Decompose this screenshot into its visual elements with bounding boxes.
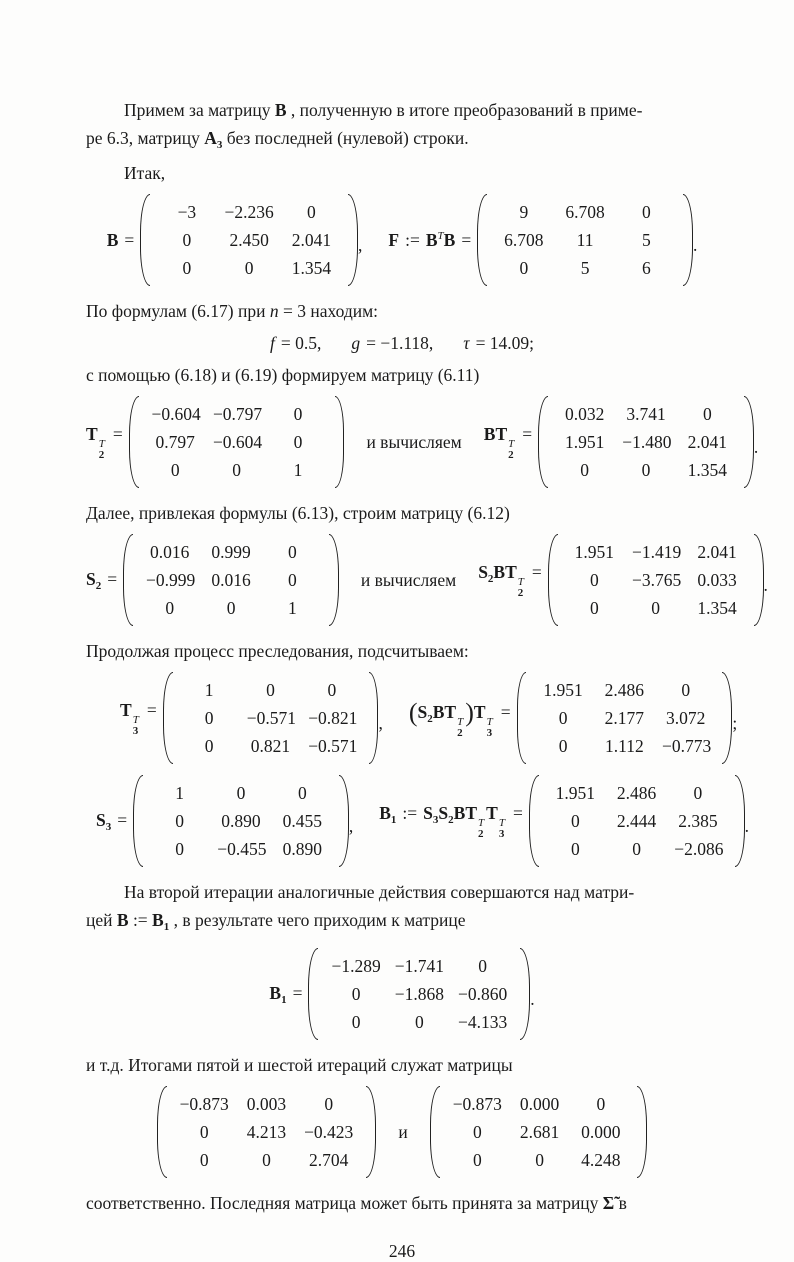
matrix-symbol: F (388, 229, 400, 250)
matrix-cell: −0.571 (246, 708, 297, 728)
text-fragment: цей (86, 910, 117, 930)
sup-sub-T3 (487, 717, 493, 739)
page-number: 246 (388, 1241, 416, 1261)
value-g (351, 333, 433, 353)
matrix-B1 (529, 775, 745, 867)
matrix-cell: −0.797 (212, 404, 263, 424)
matrix-cell: 1 (175, 783, 185, 803)
matrix-cell: 0.890 (221, 811, 261, 831)
matrix-cell: 0 (351, 984, 361, 1004)
matrix-cell: 1.354 (291, 258, 332, 278)
matrix-symbol: S (417, 701, 428, 722)
matrix-cell: 2.486 (616, 783, 657, 803)
matrix-cell: 0 (324, 1094, 334, 1114)
matrix-cell: 0 (702, 404, 712, 424)
equals-sign: = (512, 802, 523, 823)
big-right-paren: ) (465, 697, 474, 727)
matrix-cell: 4.213 (246, 1122, 287, 1142)
matrix-cell: 0.033 (697, 570, 737, 590)
transpose-sup: T (486, 715, 493, 728)
sup-sub-T2 (518, 577, 524, 599)
matrix-cell: 1.112 (604, 736, 644, 756)
matrix-cell: 0 (293, 404, 303, 424)
matrix-T3T (163, 672, 379, 764)
matrix-symbol: T (495, 423, 508, 444)
matrix-cell: −0.455 (217, 839, 267, 859)
matrix-cell: 1.951 (574, 542, 615, 562)
matrix-cell: 0 (693, 783, 703, 803)
equals-sign: = (531, 561, 542, 582)
matrix-cell: 2.041 (697, 542, 737, 562)
sup-sub-T3 (133, 715, 139, 737)
matrix-cell: 0 (175, 811, 185, 831)
matrix-cell: 1.951 (543, 680, 583, 700)
matrix-symbol-A3: A (204, 128, 217, 148)
matrix-cell: 2.681 (519, 1122, 560, 1142)
matrix-B (140, 194, 358, 286)
value-tau (463, 333, 534, 353)
subscript: 1 (281, 993, 287, 1006)
label-B-equals (107, 230, 141, 251)
comma: , (348, 815, 354, 836)
transpose-sup: T (498, 816, 505, 829)
left-paren (548, 534, 558, 626)
subscript: 3 (132, 724, 139, 737)
matrix-cell: 0 (478, 956, 487, 976)
matrix-symbol: B (379, 802, 391, 823)
matrix-cell: 5 (641, 230, 651, 250)
matrix-symbol-B: B (274, 100, 287, 120)
matrix-cell: −0.423 (304, 1122, 354, 1142)
subscript: 1 (163, 921, 170, 933)
right-paren (348, 194, 358, 286)
transpose-sup: T (478, 816, 485, 829)
matrix-symbol: T (465, 802, 477, 823)
left-paren (538, 396, 548, 488)
matrix-symbol: T (120, 699, 132, 720)
matrix-cell: 0 (589, 598, 599, 618)
matrix-cell: 2.450 (229, 230, 269, 250)
subscript: 3 (105, 820, 112, 833)
right-paren (520, 948, 530, 1040)
matrix-symbol: T (486, 802, 498, 823)
left-paren (517, 672, 527, 764)
line-final (86, 1189, 718, 1217)
right-paren (335, 396, 345, 488)
paragraph-intro-line2 (86, 124, 718, 159)
label-S2 (86, 569, 123, 592)
matrix-cell: 3.072 (666, 708, 706, 728)
matrix-cell: 0 (244, 258, 254, 278)
matrix-cell: 0 (262, 1150, 271, 1170)
right-paren (722, 672, 732, 764)
line-f-g-tau (86, 329, 718, 357)
text-fragment: ре 6.3, матрицу (86, 128, 205, 148)
left-paren (430, 1086, 440, 1178)
matrix-cell: 2.704 (309, 1150, 349, 1170)
label-B1-definition (379, 803, 529, 840)
matrix-cell: 0 (414, 1012, 424, 1032)
matrix-BT2T (538, 396, 754, 488)
matrix-symbol: T (444, 701, 457, 722)
matrix-cell: 1.354 (687, 460, 728, 480)
value: = 0.5, (280, 333, 322, 353)
equals-sign: = (107, 568, 118, 589)
matrix-cell: −1.868 (394, 984, 444, 1004)
matrix-cell: −0.571 (308, 736, 358, 756)
assign-sign: := (128, 910, 153, 930)
matrix-T2T (129, 396, 345, 488)
subscript: 2 (95, 579, 102, 592)
matrix-cell: 0 (182, 230, 192, 250)
matrix-cell: −1.289 (331, 956, 381, 976)
text-fragment: По формулам (6.17) при (86, 301, 270, 321)
text-fragment: , полученную в итоге преобразований в приме- (286, 100, 643, 120)
matrix-cell: −0.999 (146, 570, 196, 590)
matrix-symbol: T (473, 701, 486, 722)
matrix-cell: −0.873 (452, 1094, 502, 1114)
matrix-cell: −0.860 (457, 984, 508, 1004)
sup-sub-T2 (457, 717, 463, 739)
subscript: 3 (486, 726, 493, 739)
text-fragment: , в результате чего приходим к матрице (169, 910, 466, 930)
matrix-cell: 0 (651, 598, 661, 618)
text-fragment: без последней (нулевой) строки. (222, 128, 469, 148)
matrix-cell: 0 (226, 598, 236, 618)
matrix-cell: 2.444 (616, 811, 657, 831)
equals-sign: = (124, 229, 135, 250)
label-F-definition (388, 230, 477, 251)
matrix-cell: 0 (287, 570, 297, 590)
sup-sub-T3 (499, 818, 505, 840)
right-paren (735, 775, 745, 867)
matrix-cell: 6.708 (565, 202, 605, 222)
equation-B1-iter2 (86, 948, 718, 1040)
matrix-symbol: B (443, 229, 456, 250)
subscript: 2 (478, 827, 484, 840)
subscript: 2 (457, 726, 463, 739)
matrix-cell: 11 (576, 230, 594, 250)
comma: , (378, 712, 383, 733)
matrix-cell: 0 (570, 811, 580, 831)
matrix-cell: 0 (165, 598, 175, 618)
equals-sign: = (461, 229, 472, 250)
matrix-B1-iter2 (308, 948, 530, 1040)
value: = −1.118, (366, 333, 434, 353)
subscript: 1 (390, 813, 397, 826)
matrix-cell: 0 (472, 1122, 482, 1142)
transpose-sup: T (457, 715, 464, 728)
matrix-cell: 0 (297, 783, 307, 803)
matrix-cell: 4.248 (581, 1150, 621, 1170)
period: . (530, 988, 535, 1009)
matrix-cell: 0.016 (211, 570, 251, 590)
matrix-cell: 0.797 (155, 432, 195, 452)
sup-sub-T2 (99, 439, 105, 461)
period: . (744, 815, 749, 836)
equals-sign: = (112, 423, 123, 444)
matrix-cell: 0 (589, 570, 599, 590)
assign-sign: := (402, 802, 418, 823)
equals-sign: = (500, 701, 511, 722)
subscript: 2 (487, 572, 494, 585)
matrix-cell: 0.821 (250, 736, 291, 756)
matrix-cell: 0 (519, 258, 529, 278)
matrix-cell: 1.951 (564, 432, 605, 452)
matrix-cell: 2.041 (687, 432, 728, 452)
left-paren (157, 1086, 167, 1178)
label-BT2T (484, 424, 538, 461)
equals-sign: = (146, 699, 157, 720)
right-paren (329, 534, 339, 626)
matrix-cell: 0 (596, 1094, 606, 1114)
subscript: 3 (498, 827, 505, 840)
matrix-symbol: B (425, 229, 438, 250)
big-left-paren: ( (408, 697, 418, 727)
right-paren (366, 1086, 376, 1178)
line-dalee: Далее, привлекая формулы (6.13), строим матрицу (6.12) (86, 503, 510, 523)
matrix-cell: 0 (170, 460, 180, 480)
matrix-cell: 0 (641, 460, 651, 480)
paragraph-intro-line1 (86, 96, 718, 124)
equation-B-and-F (86, 194, 718, 286)
var-f: f (269, 333, 275, 353)
matrix-cell: 5 (580, 258, 590, 278)
value-f (270, 333, 321, 353)
label-B1 (269, 983, 308, 1006)
matrix-cell: 0 (681, 680, 691, 700)
matrix-cell: −2.086 (674, 839, 724, 859)
transpose-sup: T (517, 575, 524, 588)
matrix-cell: 0.455 (282, 811, 322, 831)
matrix-cell: 0 (293, 432, 303, 452)
sup-sub-T2 (508, 439, 514, 461)
matrix-cell: 0 (535, 1150, 544, 1170)
matrix-ST3 (517, 672, 733, 764)
matrix-cell: 0 (632, 839, 641, 859)
equation-iterations-5-6 (86, 1086, 718, 1178)
matrix-cell: 0 (204, 736, 214, 756)
equation-S2-S2BT2 (86, 534, 768, 626)
matrix-cell: 0.016 (150, 542, 190, 562)
semicolon: ; (732, 712, 738, 733)
value: = 14.09; (475, 333, 535, 353)
matrix-S2BT2T (548, 534, 764, 626)
subscript: 2 (508, 448, 514, 461)
matrix-symbol: T (86, 423, 98, 444)
matrix-symbol: B (152, 910, 164, 930)
transpose-sup: T (98, 437, 105, 450)
matrix-iteration5 (157, 1086, 377, 1178)
matrix-cell: 0 (351, 1012, 361, 1032)
left-paren (129, 396, 139, 488)
matrix-cell: 0 (236, 783, 246, 803)
matrix-cell: 0 (199, 1122, 209, 1142)
matrix-cell: 0 (307, 202, 316, 222)
matrix-cell: 6.708 (504, 230, 544, 250)
matrix-cell: 0.000 (519, 1094, 560, 1114)
equals-sign: = (292, 982, 303, 1003)
line-itd: и т.д. Итогами пятой и шестой итераций служат матрицы (86, 1055, 513, 1075)
matrix-symbol: B (483, 423, 496, 444)
label-S3 (96, 810, 133, 833)
right-paren (339, 775, 349, 867)
matrix-cell: 1 (204, 680, 214, 700)
matrix-symbol: B (269, 982, 282, 1003)
line-prodolzhaya: Продолжая процесс преследования, подсчитываем: (86, 641, 469, 661)
left-paren (140, 194, 150, 286)
matrix-cell: −0.604 (212, 432, 263, 452)
matrix-cell: −0.604 (151, 404, 201, 424)
matrix-symbol: B (116, 910, 129, 930)
equals-sign: = (522, 423, 533, 444)
matrix-symbol: S (96, 809, 106, 830)
matrix-cell: −3 (177, 202, 197, 222)
matrix-cell: 3.741 (626, 404, 666, 424)
paragraph-iter2-line1: На второй итерации аналогичные действия совершаются над матри- (124, 882, 635, 902)
right-paren (754, 534, 764, 626)
matrix-cell: 0 (327, 680, 337, 700)
left-paren (133, 775, 143, 867)
right-paren (369, 672, 379, 764)
text-fragment: соответственно. Последняя матрица может быть принята за матрицу (86, 1193, 603, 1213)
matrix-cell: 1.951 (555, 783, 596, 803)
text-fragment: Примем за матрицу (124, 100, 275, 120)
line-formulas (86, 297, 718, 325)
matrix-S3 (133, 775, 349, 867)
right-paren (683, 194, 693, 286)
matrix-symbol: S (423, 802, 433, 823)
transpose-sup: T (132, 713, 139, 726)
left-paren (529, 775, 539, 867)
matrix-symbol: S (86, 568, 96, 589)
matrix-cell: 2.486 (604, 680, 645, 700)
matrix-cell: 0 (204, 708, 214, 728)
matrix-cell: 1.354 (697, 598, 737, 618)
matrix-cell: 1 (287, 598, 297, 618)
left-paren (477, 194, 487, 286)
matrix-symbol: S (438, 802, 449, 823)
var-n: n (269, 301, 279, 321)
transpose-sup: T (437, 229, 444, 242)
var-g: g (351, 333, 361, 353)
label-S2BT2T-T3T (409, 698, 517, 739)
sup-sub-T2 (478, 818, 484, 840)
transpose-sup: T (508, 437, 515, 450)
matrix-symbol: B (493, 561, 506, 582)
matrix-cell: −3.765 (631, 570, 682, 590)
period: . (763, 574, 768, 595)
left-paren (163, 672, 173, 764)
matrix-cell: −4.133 (457, 1012, 508, 1032)
subscript: 2 (448, 813, 454, 826)
matrix-cell: 0 (641, 202, 651, 222)
paragraph-iter2-line2 (86, 906, 718, 941)
line-build-matrix: с помощью (6.18) и (6.19) формируем матрицу (6.11) (86, 365, 480, 385)
equation-T3 (120, 672, 738, 764)
text-and: и (398, 1121, 408, 1142)
equation-T2-BT2 (86, 396, 759, 488)
assign-sign: := (405, 229, 420, 250)
comma: , (358, 234, 363, 255)
matrix-cell: 0 (287, 542, 297, 562)
matrix-cell: 0 (266, 680, 275, 700)
matrix-cell: 0.003 (246, 1094, 287, 1114)
period: . (692, 234, 698, 255)
matrix-cell: 2.041 (291, 230, 332, 250)
matrix-cell: 0.999 (211, 542, 251, 562)
matrix-cell: 6 (641, 258, 651, 278)
equation-S3-B1 (96, 775, 749, 867)
matrix-cell: 0.890 (282, 839, 322, 859)
matrix-cell: 2.385 (678, 811, 718, 831)
text-and-compute: и вычисляем (360, 569, 457, 590)
equals-sign: = (117, 809, 128, 830)
matrix-symbol: B (453, 802, 466, 823)
matrix-cell: −0.873 (179, 1094, 229, 1114)
matrix-cell: 9 (519, 202, 529, 222)
matrix-cell: 0 (580, 460, 590, 480)
matrix-cell: 0 (472, 1150, 482, 1170)
matrix-cell: −1.480 (622, 432, 672, 452)
subscript: 2 (427, 712, 433, 725)
text-fragment: = 3 находим: (278, 301, 379, 321)
subscript: 3 (216, 139, 223, 151)
label-T2T (86, 424, 129, 461)
matrix-symbol-sigma: Σ̃ (602, 1193, 615, 1213)
text-fragment: в (614, 1193, 627, 1213)
matrix-symbol: T (505, 561, 517, 582)
paragraph-itak: Итак, (124, 163, 166, 183)
matrix-cell: 0 (182, 258, 192, 278)
right-paren (744, 396, 754, 488)
left-paren (308, 948, 318, 1040)
matrix-cell: 0.032 (564, 404, 605, 424)
matrix-cell: −0.821 (308, 708, 358, 728)
matrix-cell: 0 (175, 839, 185, 859)
subscript: 3 (432, 813, 439, 826)
matrix-cell: 0 (570, 839, 580, 859)
matrix-cell: 0 (232, 460, 242, 480)
matrix-cell: 0.000 (581, 1122, 621, 1142)
matrix-symbol: S (478, 561, 488, 582)
right-paren (637, 1086, 647, 1178)
matrix-cell: 0 (199, 1150, 209, 1170)
matrix-F (477, 194, 693, 286)
matrix-symbol: B (432, 701, 445, 722)
matrix-cell: −1.419 (631, 542, 682, 562)
label-T3T (120, 700, 163, 737)
var-tau: τ (463, 333, 470, 353)
matrix-cell: 1 (293, 460, 303, 480)
subscript: 2 (517, 586, 524, 599)
matrix-cell: −2.236 (224, 202, 274, 222)
matrix-S2 (123, 534, 339, 626)
period: . (753, 436, 759, 457)
matrix-cell: −0.773 (661, 736, 712, 756)
matrix-cell: −1.741 (394, 956, 444, 976)
matrix-iteration6 (430, 1086, 648, 1178)
matrix-cell: 2.177 (604, 708, 645, 728)
label-S2BT2T (478, 562, 548, 599)
left-paren (123, 534, 133, 626)
matrix-cell: 0 (558, 736, 568, 756)
subscript: 2 (98, 448, 105, 461)
text-and-compute: и вычисляем (366, 431, 462, 452)
matrix-cell: 0 (558, 708, 568, 728)
matrix-symbol: B (106, 229, 119, 250)
